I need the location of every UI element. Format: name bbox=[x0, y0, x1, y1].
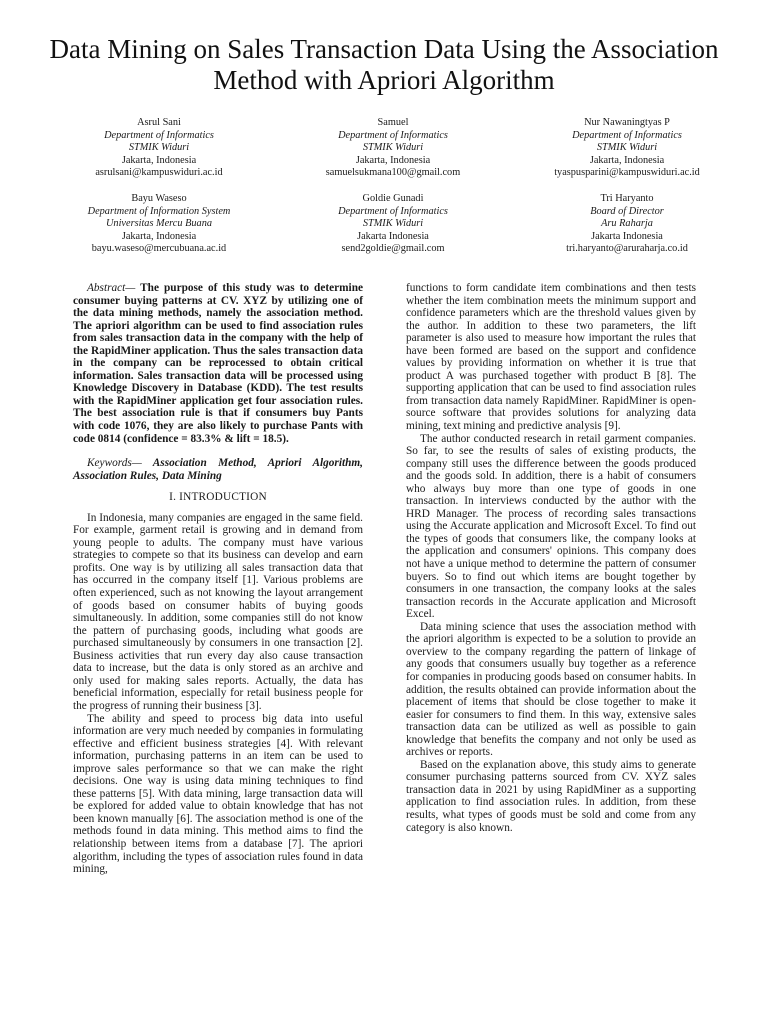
section-heading-introduction: I. INTRODUCTION bbox=[169, 491, 267, 504]
author-email: tyaspusparini@kampuswiduri.ac.id bbox=[554, 167, 700, 179]
keywords-text: Association Method, Apriori Algorithm, Association Rules, Data Mining bbox=[73, 457, 363, 482]
body-paragraph: Data mining science that uses the association method with the apriori algorithm is expected to be a solution to provide an overview to the company regarding the pattern of linkage of any goods that consumers usually buy together as a reference for companies in producing goods based on consumer habits. In addition, the results obtained can provide information about the placement of items that should be close together to make it easier for consumers to find them. In this way, extensive sales transaction data can be utilized as well as possible to gain knowledge that benefits the company and not only be used as archives or reports. bbox=[406, 620, 696, 759]
author-email: samuelsukmana100@gmail.com bbox=[325, 167, 461, 179]
author-block bbox=[273, 193, 513, 256]
author-city: Jakarta Indonesia bbox=[591, 230, 663, 242]
author-organization: STMIK Widuri bbox=[128, 142, 190, 154]
body-paragraph: Based on the explanation above, this study aims to generate consumer purchasing patterns sourced from CV. XYZ sales transaction data in 2021 by using RapidMiner as a supporting application to find association rules. In addition, from these results, what types of goods must be sold and come from any category is also known. bbox=[406, 758, 696, 834]
author-department: Department of Informatics bbox=[572, 129, 682, 141]
abstract-text: The purpose of this study was to determine consumer buying patterns at CV. XYZ by utilizing one of the data mining methods, namely the association method. The apriori algorithm can be used to find association rules from sales transaction data in the company with the help of the RapidMiner application. Thus the sales transaction data in the company can be reprocessed to obtain critical information. Sales transaction data will be processed using Knowledge Discovery in Database (KDD). The test results with the RapidMiner application get four association rules. The best association rule is that if consumers buy Pants with code 1076, they are also likely to purchase Pants with code 0814 (confidence = 83.3% & lift = 18.5). bbox=[73, 282, 363, 445]
author-department: Department of Informatics bbox=[104, 129, 214, 141]
author-email: send2goldie@gmail.com bbox=[341, 243, 445, 255]
author-city: Jakarta, Indonesia bbox=[589, 154, 665, 166]
author-name: Goldie Gunadi bbox=[362, 193, 424, 204]
author-department: Department of Informatics bbox=[338, 205, 448, 217]
keywords-label: Keywords— bbox=[87, 457, 142, 470]
author-city: Jakarta, Indonesia bbox=[121, 230, 197, 242]
keywords bbox=[73, 457, 363, 482]
author-name: Bayu Waseso bbox=[131, 193, 187, 204]
body-paragraph: functions to form candidate item combinations and then tests whether the item combination meets the minimum support and confidence parameters which are the threshold values given by the author. In addition to these two parameters, the lift parameter is also used to measure how important the rules that have been formed are based on the support and confidence values by providing information on whether it is true that product A was purchased together with product B [8]. The supporting application that can be used to find association rules from transaction data namely RapidMiner. RapidMiner is open-source software that provides solutions for analyzing data mining, text mining and predictive analysis [9]. bbox=[406, 282, 696, 433]
body-paragraph: In Indonesia, many companies are engaged in the same field. For example, garment retail is growing and in demand from young people to adults. The company must have various strategies to compete so that its business can develop and earn profits. One way is by utilizing all sales transaction data that has occurred in the company itself [1]. Various problems are often experienced, such as not knowing the layout arrangement of goods based on consumer habits of buying goods simultaneously. In addition, some companies still do not know the pattern of purchasing goods, including what goods are purchased simultaneously by consumers in one transaction [2]. Business activities that run every day also cause transaction data to increase, but the data is only stored as an archive and only used for making sales reports. Actually, the data has beneficial information, especially for retail business people for the progress of running their business [3]. bbox=[73, 511, 363, 712]
author-organization: STMIK Widuri bbox=[596, 142, 658, 154]
author-block bbox=[39, 117, 279, 180]
right-column bbox=[406, 282, 696, 834]
body-paragraph: The author conducted research in retail garment companies. So far, to see the results of sales of existing products, the company still uses the difference between the goods produced and the goods sold. In addition, there is a habit of consumers who always buy more than one type of goods in one transaction. In interviews conducted by the author with the HRD Manager. The process of recording sales transactions using the Accurate application and Microsoft Excel. To find out the types of goods that consumers like, the company looks at the application and consumers' opinions. This company does not have a unique method to determine the pattern of consumer buyers. So to find out which items are bought together by consumers in one transaction, the company looks at the sales transaction records in the Accurate application and Microsoft Excel. bbox=[406, 432, 696, 621]
body-paragraph: The ability and speed to process big data into useful information are very much needed by companies in formulating effective and efficient business strategies [4]. With relevant information, purchasing patterns in an item can be used to improve sales performance so that we can make the right decisions. One way is using data mining techniques to find these patterns [5]. With data mining, large transaction data will be explored for added value to obtain knowledge that has not been known manually [6]. The association method is one of the methods found in data mining. This method aims to find the relationship between items from a database [7]. The apriori algorithm, including the types of association rules found in data mining, bbox=[73, 712, 363, 876]
left-column bbox=[73, 282, 363, 876]
author-department: Department of Information System bbox=[87, 205, 231, 217]
paper-title: Data Mining on Sales Transaction Data Using the Association Method with Apriori Algorithm bbox=[49, 34, 719, 95]
author-city: Jakarta, Indonesia bbox=[121, 154, 197, 166]
author-organization: Universitas Mercu Buana bbox=[105, 218, 212, 230]
author-block bbox=[39, 193, 279, 256]
author-block bbox=[507, 117, 747, 180]
author-name: Tri Haryanto bbox=[600, 193, 654, 204]
author-block bbox=[507, 193, 747, 256]
author-name: Nur Nawaningtyas P bbox=[584, 117, 670, 128]
author-organization: Aru Raharja bbox=[601, 218, 653, 230]
author-email: asrulsani@kampuswiduri.ac.id bbox=[95, 167, 223, 179]
abstract bbox=[73, 282, 363, 445]
author-organization: STMIK Widuri bbox=[362, 142, 424, 154]
author-name: Asrul Sani bbox=[137, 117, 181, 128]
author-email: bayu.waseso@mercubuana.ac.id bbox=[91, 243, 227, 255]
author-department: Department of Informatics bbox=[338, 129, 448, 141]
author-block bbox=[273, 117, 513, 180]
author-organization: STMIK Widuri bbox=[362, 218, 424, 230]
abstract-label: Abstract— bbox=[87, 282, 136, 294]
author-city: Jakarta, Indonesia bbox=[355, 154, 431, 166]
author-name: Samuel bbox=[377, 117, 409, 128]
author-email: tri.haryanto@aruraharja.co.id bbox=[566, 243, 688, 255]
author-city: Jakarta Indonesia bbox=[357, 230, 429, 242]
author-department: Board of Director bbox=[590, 205, 664, 217]
